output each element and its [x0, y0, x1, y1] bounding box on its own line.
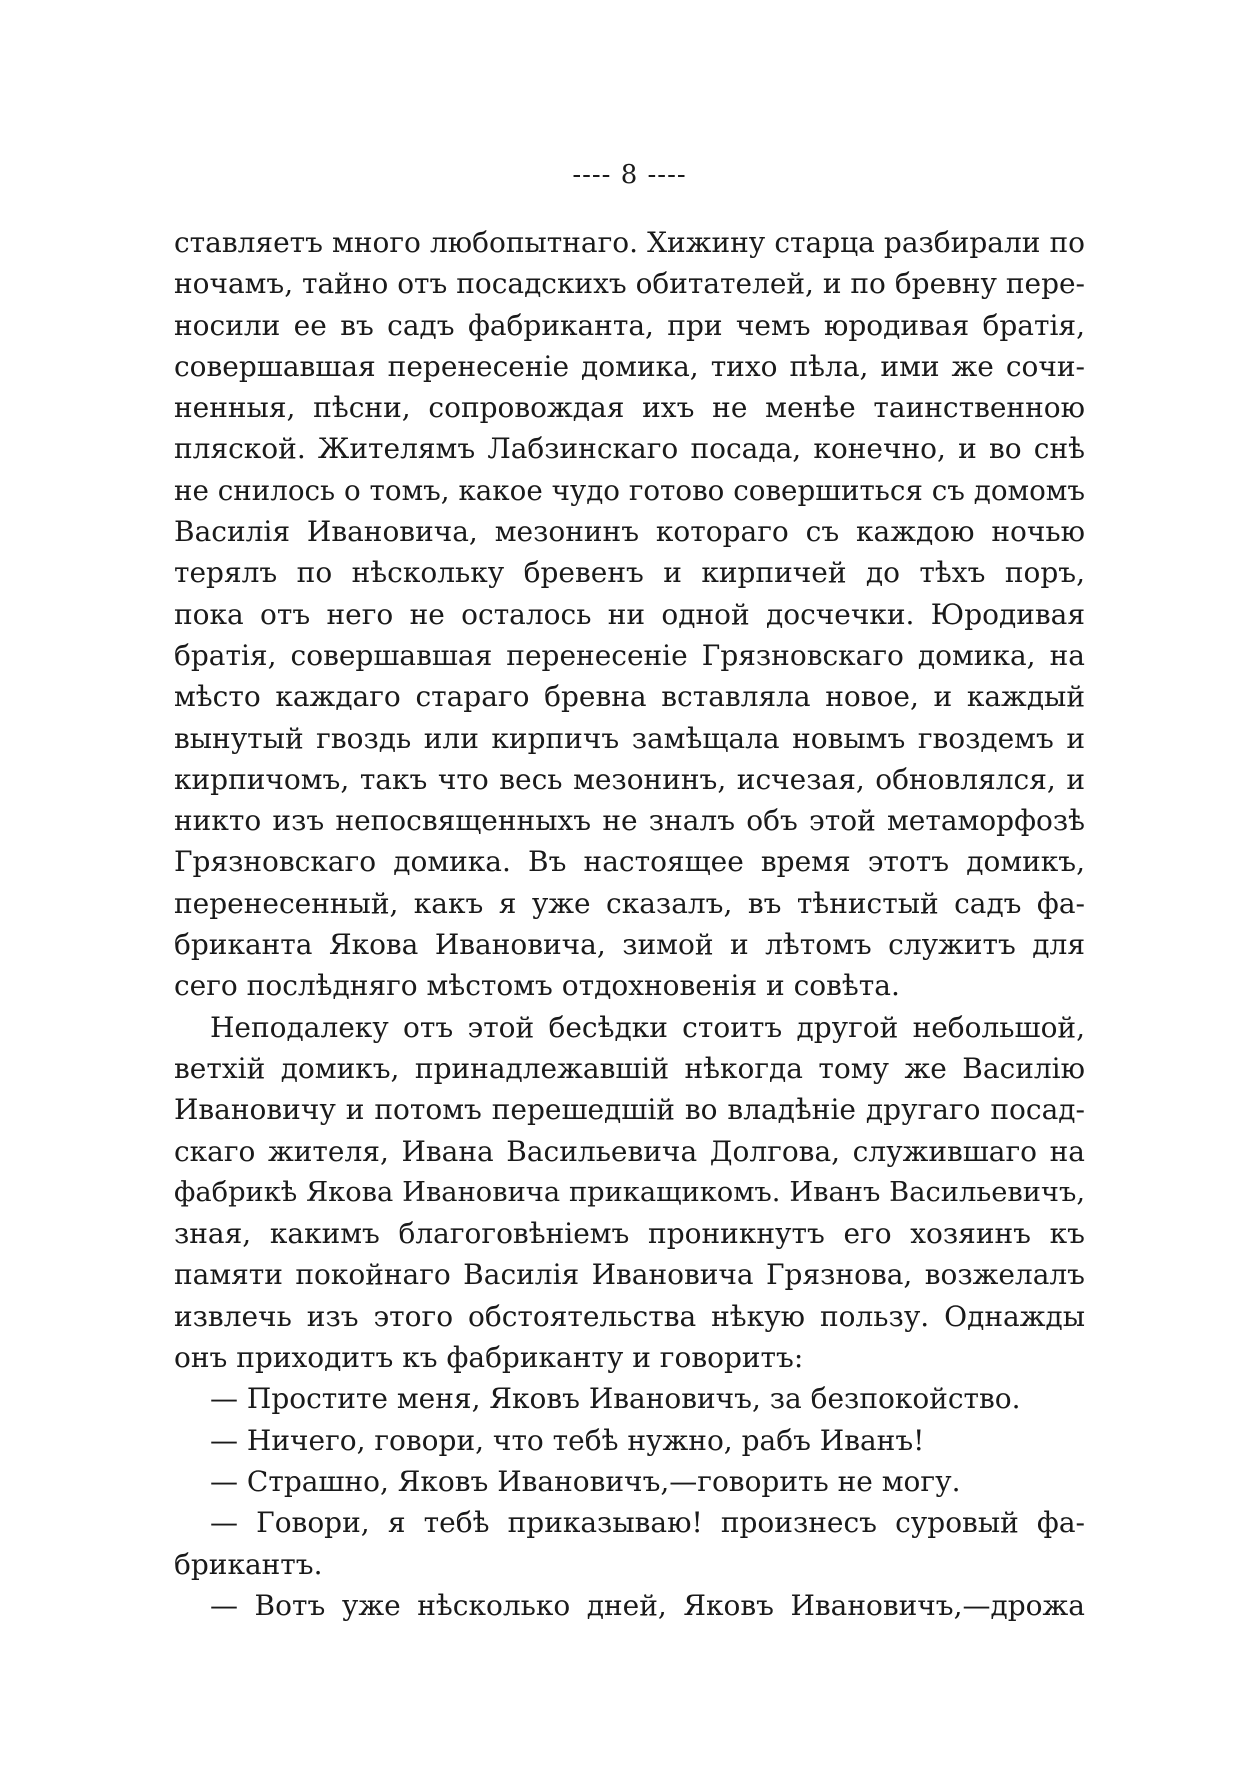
text-line: онъ приходитъ къ фабриканту и говоритъ:: [174, 1341, 804, 1375]
text-line: Грязновскаго домика. Въ настоящее время этотъ домикъ,: [174, 845, 1085, 879]
text-line: ветхій домикъ, принадлежавшій нѣкогда тому же Василію: [174, 1051, 1085, 1085]
text-line: извлечь изъ этого обстоятельства нѣкую пользу. Однажды: [174, 1299, 1085, 1333]
text-line: — Страшно, Яковъ Ивановичъ,—говорить не могу.: [210, 1464, 961, 1498]
text-line: зная, какимъ благоговѣніемъ проникнутъ его хозяинъ къ: [174, 1217, 1085, 1251]
text-line: скаго жителя, Ивана Васильевича Долгова, служившаго на: [174, 1134, 1085, 1168]
text-line: сего послѣдняго мѣстомъ отдохновенія и совѣта.: [174, 969, 900, 1003]
text-line: вынутый гвоздь или кирпичъ замѣщала новымъ гвоздемъ и: [174, 721, 1085, 755]
page-number: ---- 8 ----: [572, 160, 687, 190]
text-line: памяти покойнаго Василія Ивановича Грязнова, возжелалъ: [174, 1258, 1085, 1292]
body-text: [174, 222, 1085, 1626]
text-line: — Простите меня, Яковъ Ивановичъ, за безпокойство.: [210, 1382, 1021, 1416]
text-line: ночамъ, тайно отъ посадскихъ обитателей, и по бревну пере-: [174, 267, 1085, 301]
text-line: никто изъ непосвященныхъ не зналъ объ этой метаморфозѣ: [174, 804, 1085, 838]
text-line: — Ничего, говори, что тебѣ нужно, рабъ Иванъ!: [210, 1423, 925, 1457]
text-line: терялъ по нѣскольку бревенъ и кирпичей до тѣхъ поръ,: [174, 556, 1085, 590]
text-line: Ивановичу и потомъ перешедшій во владѣніе другаго посад-: [174, 1093, 1085, 1127]
text-line: бриканта Якова Ивановича, зимой и лѣтомъ служитъ для: [174, 928, 1085, 962]
text-line: кирпичомъ, такъ что весь мезонинъ, исчезая, обновлялся, и: [174, 762, 1085, 796]
text-line: фабрикѣ Якова Ивановича прикащикомъ. Иванъ Васильевичъ,: [174, 1176, 1085, 1208]
text-line: не снилось о томъ, какое чудо готово совершиться съ домомъ: [174, 473, 1085, 507]
text-line: ставляетъ много любопытнаго. Хижину старца разбирали по: [174, 226, 1085, 259]
text-line: пляской. Жителямъ Лабзинскаго посада, конечно, и во снѣ: [174, 432, 1085, 466]
text-line: Василія Ивановича, мезонинъ котораго съ каждою ночью: [174, 515, 1085, 549]
text-line: Неподалеку отъ этой бесѣдки стоитъ другой небольшой,: [210, 1010, 1085, 1044]
text-line: мѣсто каждаго стараго бревна вставляла новое, и каждый: [174, 680, 1085, 714]
text-line: совершавшая перенесеніе домика, тихо пѣла, ими же сочи-: [174, 349, 1085, 383]
text-line: пока отъ него не осталось ни одной досчечки. Юродивая: [174, 597, 1085, 631]
text-line: брикантъ.: [174, 1547, 323, 1581]
text-line: носили ее въ садъ фабриканта, при чемъ юродивая братія,: [174, 308, 1085, 342]
text-line: ненныя, пѣсни, сопровождая ихъ не менѣе таинственною: [174, 391, 1085, 425]
text-line: — Говори, я тебѣ приказываю! произнесъ суровый фа-: [210, 1506, 1085, 1540]
text-line: перенесенный, какъ я уже сказалъ, въ тѣнистый садъ фа-: [174, 886, 1085, 920]
text-line: братія, совершавшая перенесеніе Грязновскаго домика, на: [174, 638, 1085, 672]
text-line: — Вотъ уже нѣсколько дней, Яковъ Ивановичъ,—дрожа: [210, 1588, 1085, 1622]
